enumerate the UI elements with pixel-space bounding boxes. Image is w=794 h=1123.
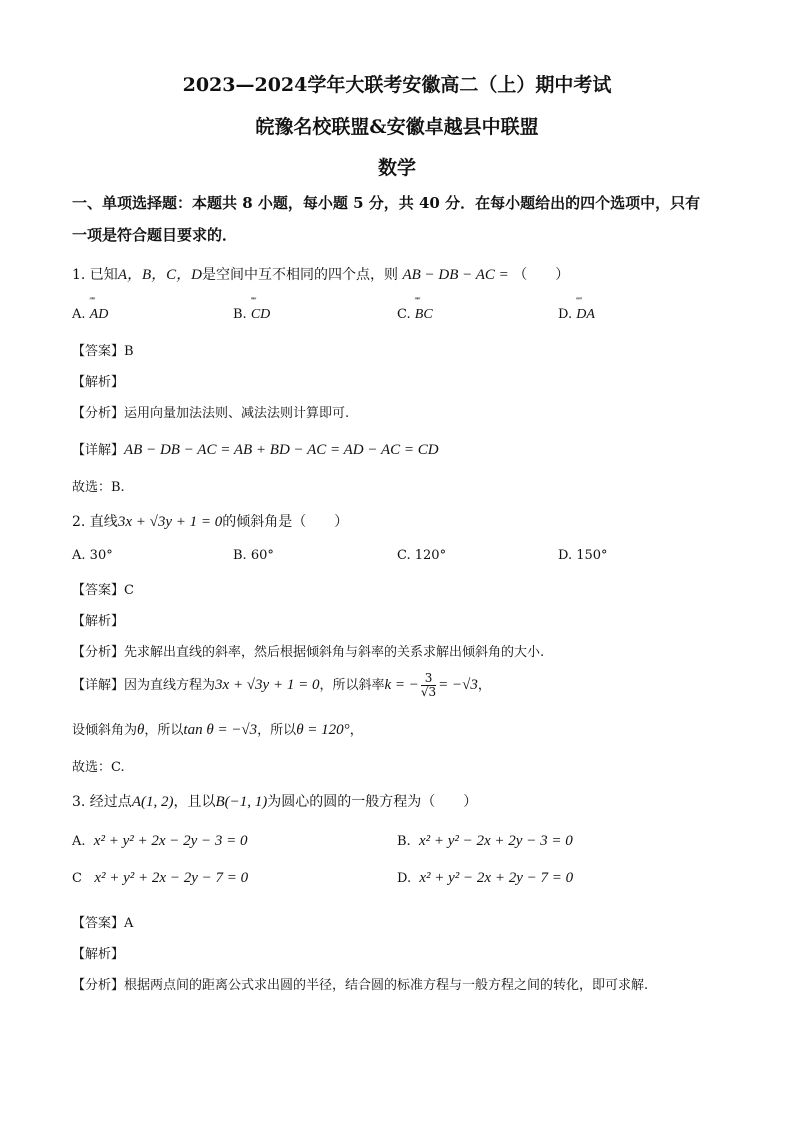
- q1-stem-mid: 是空间中互不相同的四个点，则: [201, 267, 398, 283]
- q3-option-d-value: x² + y² − 2x + 2y − 7 = 0: [419, 870, 574, 886]
- q1-option-a-label: A.: [72, 307, 86, 322]
- subject-title: 数学: [377, 157, 416, 179]
- q3-option-c-label: C: [72, 871, 82, 886]
- q1-answer: [72, 340, 134, 359]
- q2-answer-value: C: [124, 583, 134, 598]
- q2-equation: 3x + √3y + 1 = 0: [117, 514, 223, 530]
- q1-option-a-value: ‴‴ AD: [90, 303, 109, 323]
- q1-choose: 故选：B.: [72, 480, 125, 495]
- q3-option-a-label: A.: [72, 834, 86, 849]
- q3-point-b: B(−1, 1): [215, 794, 268, 810]
- q2-theta-result: θ = 120°: [296, 722, 350, 738]
- q2-stem-end: 的倾斜角是（ ）: [222, 514, 349, 530]
- section-heading-line2: 一项是符合题目要求的．: [72, 226, 238, 244]
- q2-fenxi-tag: 【分析】: [72, 645, 125, 660]
- q1-points: A，B，C，D: [117, 267, 202, 283]
- q3-option-a: [72, 833, 248, 850]
- q2-stem: [72, 511, 348, 531]
- q2-tan-expression: tan θ = −√3: [183, 722, 258, 738]
- q1-xiangjie-expr: AB − DB − AC = AB + BD − AC = AD − AC = CD: [124, 442, 439, 458]
- q2-option-d-value: 150°: [576, 548, 608, 563]
- q2-fraction-denominator: √3: [420, 685, 437, 699]
- q1-paren: （ ）: [513, 267, 570, 283]
- q3-option-c: [72, 870, 248, 887]
- q2-xiangjie-equation: 3x + √3y + 1 = 0: [215, 677, 320, 693]
- q3-option-b-label: B.: [397, 834, 411, 849]
- q1-option-c: [397, 303, 433, 323]
- q2-xiangjie-line2: [72, 719, 363, 739]
- q3-option-b-value: x² + y² − 2x + 2y − 3 = 0: [418, 833, 573, 849]
- q2-xiangjie: [72, 672, 491, 699]
- q1-option-a: [72, 303, 108, 323]
- q2-option-b: [233, 548, 274, 563]
- q2-fenxi: [72, 641, 544, 660]
- q3-option-c-value: x² + y² + 2x − 2y − 7 = 0: [94, 870, 249, 886]
- q3-answer-value: A: [124, 916, 134, 931]
- q2-slope-fraction: [421, 672, 436, 699]
- q3-option-b: [397, 833, 573, 850]
- q2-option-a-value: 30°: [89, 548, 113, 563]
- q2-option-a: [72, 548, 113, 563]
- q2-xiangjie-tag: 【详解】: [72, 678, 125, 693]
- q2-line2-text-a: 设倾斜角为: [72, 723, 138, 738]
- q1-option-b: [233, 303, 270, 323]
- q1-analysis-tag: 【解析】: [72, 375, 125, 390]
- exam-title: 2023—2024学年大联考安徽高二（上）期中考试: [182, 74, 612, 96]
- q3-answer-tag: 【答案】: [72, 916, 125, 931]
- q2-fenxi-text: 先求解出直线的斜率，然后根据倾斜角与斜率的关系求解出倾斜角的大小.: [124, 645, 545, 660]
- q2-choose: 故选：C.: [72, 760, 125, 775]
- q3-stem: [72, 791, 477, 811]
- q2-fraction-numerator: 3: [421, 672, 436, 686]
- q2-answer-tag: 【答案】: [72, 583, 125, 598]
- q1-option-c-label: C.: [397, 307, 411, 322]
- q1-answer-tag: 【答案】: [72, 344, 125, 359]
- q1-stem: [72, 263, 569, 284]
- q2-option-c-label: C.: [397, 548, 411, 563]
- q2-slope-k: k = −: [384, 677, 419, 693]
- q3-fenxi-text: 根据两点间的距离公式求出圆的半径，结合圆的标准方程与一般方程之间的转化，即可求解.: [124, 978, 649, 993]
- q2-comma: ，: [477, 678, 491, 693]
- q2-line2-text-b: ，所以: [144, 723, 184, 738]
- q3-point-a: A(1, 2): [131, 794, 174, 810]
- q1-option-b-value: ‴‴ CD: [251, 303, 270, 323]
- q3-stem-end: 为圆心的圆的一般方程为（ ）: [267, 794, 478, 810]
- q2-option-c-value: 120°: [414, 548, 447, 563]
- q1-option-c-value: ‴‴ BC: [415, 303, 433, 323]
- q3-answer: [72, 912, 133, 931]
- q2-line2-end: ，: [349, 723, 363, 738]
- q2-slope-result: = −√3: [438, 677, 478, 693]
- exam-subtitle: 皖豫名校联盟&安徽卓越县中联盟: [255, 116, 539, 138]
- q3-fenxi: [72, 974, 648, 993]
- q3-fenxi-tag: 【分析】: [72, 978, 125, 993]
- q2-analysis-tag: 【解析】: [72, 614, 125, 629]
- section-heading-line1: 一、单项选择题：本题共 8 小题，每小题 5 分，共 40 分．在每小题给出的四个选项中，只有: [72, 194, 701, 212]
- q1-fenxi-text: 运用向量加法法则、减法法则计算即可.: [124, 406, 350, 421]
- q2-option-d-label: D.: [558, 548, 573, 563]
- q3-stem-mid: ，且以: [173, 794, 216, 810]
- q2-stem-start: 2. 直线: [72, 514, 118, 530]
- q2-option-b-value: 60°: [250, 548, 274, 563]
- q2-theta: θ: [137, 722, 145, 738]
- q3-analysis-tag: 【解析】: [72, 947, 125, 962]
- q2-option-d: [558, 548, 608, 563]
- q1-option-d-value: ‴‴ DA: [576, 303, 595, 323]
- q1-stem-start: 1. 已知: [72, 267, 118, 283]
- q1-option-d-label: D.: [558, 307, 573, 322]
- q3-option-d-label: D.: [397, 871, 412, 886]
- q1-option-b-label: B.: [233, 307, 247, 322]
- q1-expression: AB − DB − AC =: [402, 267, 509, 283]
- q2-option-c: [397, 548, 446, 563]
- q3-stem-start: 3. 经过点: [72, 794, 132, 810]
- q2-option-b-label: B.: [233, 548, 247, 563]
- q3-option-d: [397, 870, 573, 887]
- q2-answer: [72, 579, 134, 598]
- q1-xiangjie: [72, 439, 439, 459]
- q2-xiangjie-text-b: ，所以斜率: [319, 678, 385, 693]
- q1-fenxi-tag: 【分析】: [72, 406, 125, 421]
- q1-answer-value: B: [124, 344, 134, 359]
- q3-option-a-value: x² + y² + 2x − 2y − 3 = 0: [93, 833, 248, 849]
- q1-fenxi: [72, 402, 349, 421]
- q2-xiangjie-text-a: 因为直线方程为: [124, 678, 216, 693]
- q2-option-a-label: A.: [72, 548, 86, 563]
- q2-line2-text-c: ，所以: [257, 723, 297, 738]
- q1-option-d: [558, 303, 595, 323]
- q1-xiangjie-tag: 【详解】: [72, 443, 125, 458]
